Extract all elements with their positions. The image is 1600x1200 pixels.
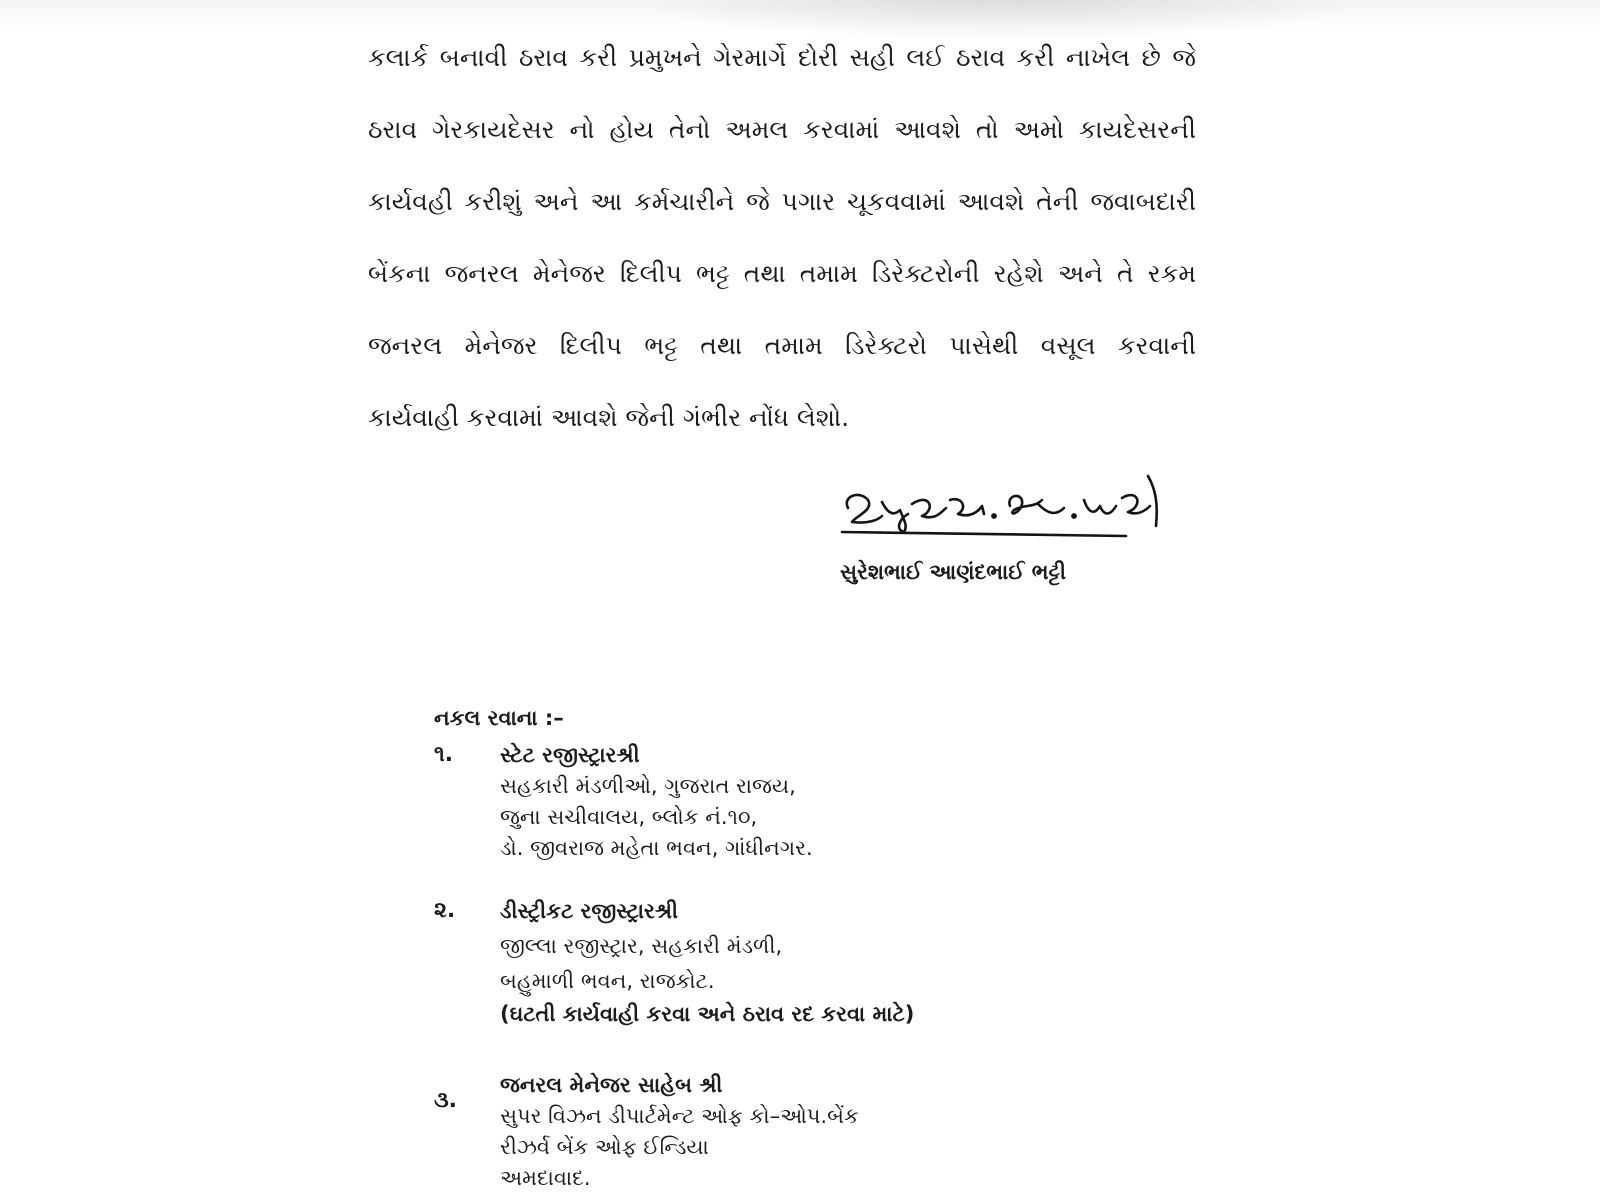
recipient-address-line: સહકારી મંડળીઓ, ગુજરાત રાજય,	[500, 774, 796, 798]
body-line: ઠરાવ ગેરકાયદેસર નો હોય તેનો અમલ કરવામાં આવશે તો અમો કાયદેસરની	[368, 115, 1196, 144]
signer-name: સુરેશભાઈ આણંદભાઈ ભટ્ટી	[840, 560, 1066, 584]
body-line: જનરલ મેનેજર દિલીપ ભટ્ટ તથા તમામ ડિરેક્ટરો પાસેથી વસૂલ કરવાની	[368, 331, 1196, 360]
recipient-number: ૩.	[434, 1088, 458, 1113]
recipient-address-line: બહુમાળી ભવન, રાજકોટ.	[500, 969, 715, 993]
recipient-address-line: રીઝર્વ બેંક ઓફ ઈન્ડિયા	[500, 1135, 709, 1159]
recipient-title: સ્ટેટ રજીસ્ટ્રારશ્રી	[500, 743, 640, 767]
body-line: બેંકના જનરલ મેનેજર દિલીપ ભટ્ટ તથા તમામ ડિરેક્ટરોની રહેશે અને તે રકમ	[368, 259, 1196, 288]
recipient-title: ડીસ્ટ્રીકટ રજીસ્ટ્રારશ્રી	[500, 899, 679, 923]
body-line: કાર્યવાહી કરવામાં આવશે જેની ગંભીર નોંધ લેશો.	[368, 403, 850, 432]
recipient-note: (ઘટતી કાર્યવાહી કરવા અને ઠરાવ રદ કરવા માટે)	[500, 1002, 915, 1026]
recipient-address-line: જીલ્લા રજીસ્ટ્રાર, સહકારી મંડળી,	[500, 934, 783, 958]
recipient-number: ૨.	[434, 898, 456, 923]
recipient-address-line: ડો. જીવરાજ મહેતા ભવન, ગાંધીનગર.	[500, 836, 813, 860]
recipient-number: ૧.	[434, 742, 454, 767]
recipient-address-line: અમદાવાદ.	[500, 1166, 591, 1190]
body-line: કાર્યવહી કરીશું અને આ કર્મચારીને જે પગાર ચૂકવવામાં આવશે તેની જવાબદારી	[368, 187, 1196, 216]
recipient-address-line: સુપર વિઝન ડીપાર્ટમેન્ટ ઓફ કો–ઓપ.બેંક	[500, 1104, 859, 1128]
handwritten-signature	[838, 470, 1188, 550]
recipient-address-line: જુના સચીવાલય, બ્લોક નં.૧૦,	[500, 805, 758, 829]
recipient-title: જનરલ મેનેજર સાહેબ શ્રી	[500, 1073, 723, 1097]
letter-body-paragraph	[368, 22, 1196, 454]
copies-heading: નકલ રવાના :–	[434, 706, 564, 730]
body-line: કલાર્ક બનાવી ઠરાવ કરી પ્રમુખને ગેરમાર્ગે દોરી સહી લઈ ઠરાવ કરી નાખેલ છે જે	[368, 43, 1196, 72]
